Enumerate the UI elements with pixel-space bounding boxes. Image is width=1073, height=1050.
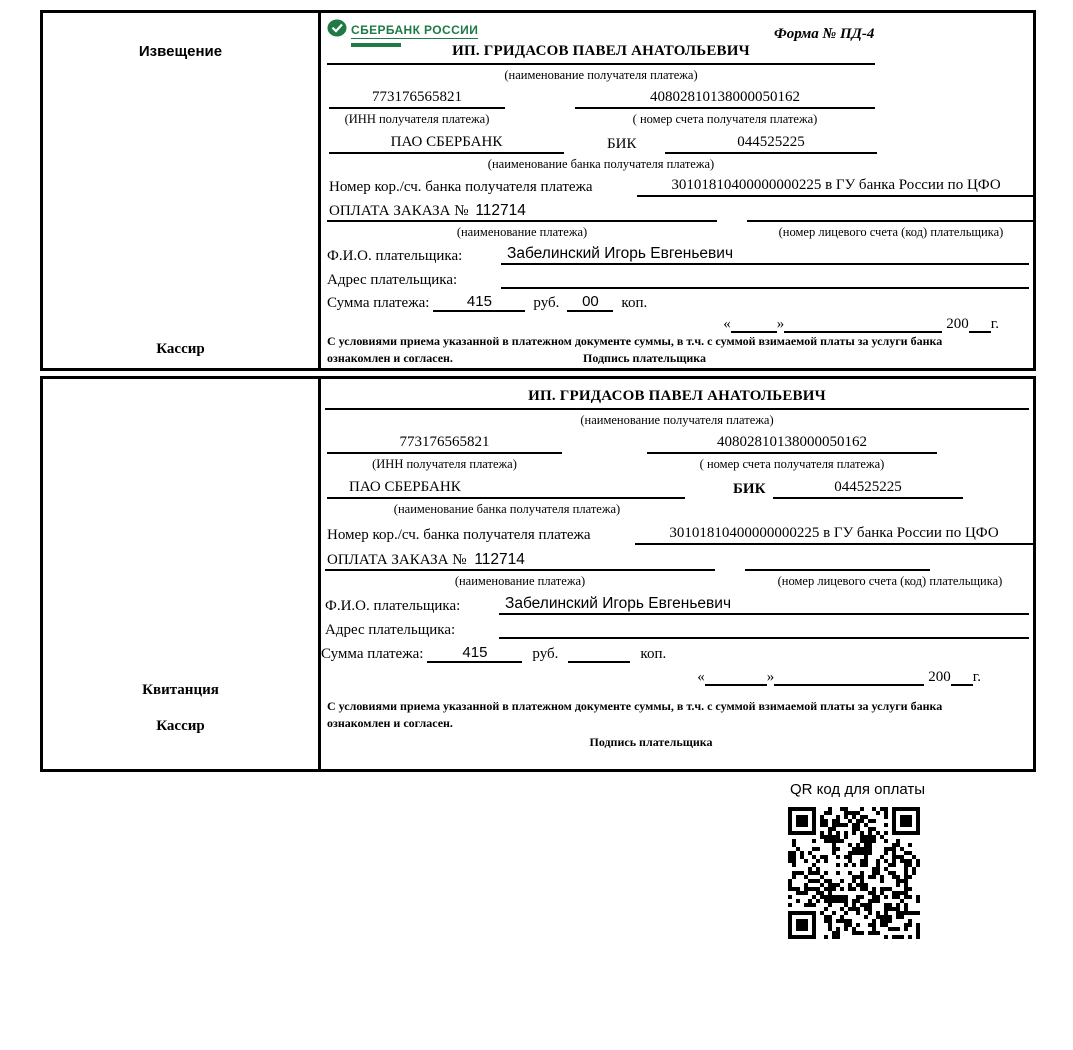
payer-fio-row <box>325 595 1029 615</box>
recipient-name: ИП. ГРИДАСОВ ПАВЕЛ АНАТОЛЬЕВИЧ <box>325 388 1029 410</box>
korr-field: 30101810400000000225 в ГУ банка России по ЦФО <box>637 177 1035 197</box>
payer-code-caption: (номер лицевого счета (код) плательщика) <box>777 574 1003 588</box>
date-row <box>327 314 1029 333</box>
notice-left-column <box>43 13 321 368</box>
receipt-form-area <box>321 379 1033 769</box>
amount-label: Сумма платежа: <box>321 646 424 662</box>
bik-label: БИК <box>607 136 637 152</box>
inn-field: 773176565821 <box>329 89 505 109</box>
inn-caption: (ИНН получателя платежа) <box>344 112 490 126</box>
purpose-label: ОПЛАТА ЗАКАЗА № <box>329 203 469 219</box>
date-month-field <box>774 684 924 686</box>
inn-caption: (ИНН получателя платежа) <box>372 457 517 471</box>
payer-fio-label: Ф.И.О. плательщика: <box>327 248 463 264</box>
payer-fio-field: Забелинский Игорь Евгеньевич <box>499 595 1029 615</box>
payer-code-field <box>747 202 1035 222</box>
recipient-name-caption: (наименование получателя платежа) <box>504 68 698 82</box>
bik-field: 044525225 <box>665 134 877 154</box>
purpose-field <box>325 551 715 571</box>
notice-header-row <box>327 19 1029 45</box>
notice-form-area <box>321 13 1033 368</box>
order-number: 112714 <box>475 202 526 219</box>
signature-label: Подпись плательщика <box>589 735 713 749</box>
purpose-caption: (наименование платежа) <box>456 225 588 239</box>
date-close-quote: » <box>776 316 785 332</box>
kop-label: коп. <box>640 646 667 662</box>
date-month-field <box>784 331 942 333</box>
payer-address-row <box>325 619 1029 639</box>
amount-kop-field: 00 <box>567 293 613 312</box>
korr-field: 30101810400000000225 в ГУ банка России по ЦФО <box>635 525 1033 545</box>
bank-name-field: ПАО СБЕРБАНК <box>327 479 685 499</box>
purpose-label: ОПЛАТА ЗАКАЗА № <box>327 552 467 568</box>
rub-label: руб. <box>532 646 559 662</box>
receipt-box <box>40 376 1036 772</box>
sberbank-logo-text: СБЕРБАНК РОССИИ <box>351 22 479 37</box>
payer-address-row <box>327 269 1029 289</box>
qr-code-label: QR код для оплаты <box>789 781 925 798</box>
agreement-line1: С условиями приема указанной в платежном документе суммы, в т.ч. с суммой взимаемой платы за услуги банка <box>327 334 943 348</box>
payer-fio-field: Забелинский Игорь Евгеньевич <box>501 245 1029 265</box>
bik-field: 044525225 <box>773 479 963 499</box>
date-year-prefix: 200 <box>928 669 951 685</box>
agreement-line1: С условиями приема указанной в платежном документе суммы, в т.ч. с суммой взимаемой платы за услуги банка <box>327 699 943 713</box>
date-open-quote: « <box>697 669 705 685</box>
recipient-name: ИП. ГРИДАСОВ ПАВЕЛ АНАТОЛЬЕВИЧ <box>327 43 875 65</box>
payer-address-label: Адрес плательщика: <box>327 272 458 288</box>
payer-address-field <box>499 637 1029 639</box>
amount-row <box>321 643 1029 663</box>
receipt-cashier-label: Кассир <box>156 718 205 734</box>
notice-title: Извещение <box>138 43 223 60</box>
amount-row <box>327 292 1029 312</box>
date-year-suffix: г. <box>972 669 981 685</box>
account-field: 40802810138000050162 <box>647 434 937 454</box>
amount-rub-field: 415 <box>433 293 525 312</box>
payer-fio-row <box>327 245 1029 265</box>
date-year-prefix: 200 <box>946 316 969 332</box>
amount-rub-field: 415 <box>427 644 522 663</box>
rub-label: руб. <box>533 295 560 311</box>
recipient-name-caption: (наименование получателя платежа) <box>580 413 774 427</box>
form-number: Форма № ПД-4 <box>774 26 875 42</box>
amount-kop-field <box>568 661 630 663</box>
account-caption: ( номер счета получателя платежа) <box>699 457 885 471</box>
korr-label: Номер кор./сч. банка получателя платежа <box>329 179 593 195</box>
date-row <box>327 667 1029 686</box>
payer-address-label: Адрес плательщика: <box>325 622 456 638</box>
kop-label: коп. <box>621 295 648 311</box>
receipt-left-column <box>43 379 321 769</box>
account-caption: ( номер счета получателя платежа) <box>632 112 818 126</box>
bik-label: БИК <box>733 481 766 497</box>
inn-field: 773176565821 <box>327 434 562 454</box>
purpose-caption: (наименование платежа) <box>454 574 586 588</box>
qr-code <box>788 807 920 939</box>
date-year-suffix: г. <box>990 316 999 332</box>
bank-name-caption: (наименование банка получателя платежа) <box>393 502 621 516</box>
payer-code-field <box>745 551 930 571</box>
payer-code-caption: (номер лицевого счета (код) плательщика) <box>778 225 1004 239</box>
date-year-field <box>969 331 991 333</box>
date-year-field <box>951 684 973 686</box>
sberbank-logo-icon <box>327 19 347 42</box>
date-close-quote: » <box>766 669 775 685</box>
notice-cashier-label: Кассир <box>156 341 205 357</box>
payer-fio-label: Ф.И.О. плательщика: <box>325 598 461 614</box>
bank-name-field: ПАО СБЕРБАНК <box>329 134 564 154</box>
agreement-line2: ознакомлен и согласен. <box>327 716 453 730</box>
date-open-quote: « <box>723 316 731 332</box>
payer-address-field <box>501 287 1029 289</box>
notice-box <box>40 10 1036 371</box>
agreement-line2: ознакомлен и согласен. <box>327 351 453 365</box>
bank-name-caption: (наименование банка получателя платежа) <box>487 157 715 171</box>
date-day-field <box>705 684 767 686</box>
signature-label: Подпись плательщика <box>583 351 706 365</box>
korr-label: Номер кор./сч. банка получателя платежа <box>327 527 591 543</box>
account-field: 40802810138000050162 <box>575 89 875 109</box>
receipt-title: Квитанция <box>142 682 219 698</box>
date-day-field <box>731 331 777 333</box>
amount-label: Сумма платежа: <box>327 295 430 311</box>
order-number: 112714 <box>474 551 525 568</box>
purpose-field <box>327 202 717 222</box>
